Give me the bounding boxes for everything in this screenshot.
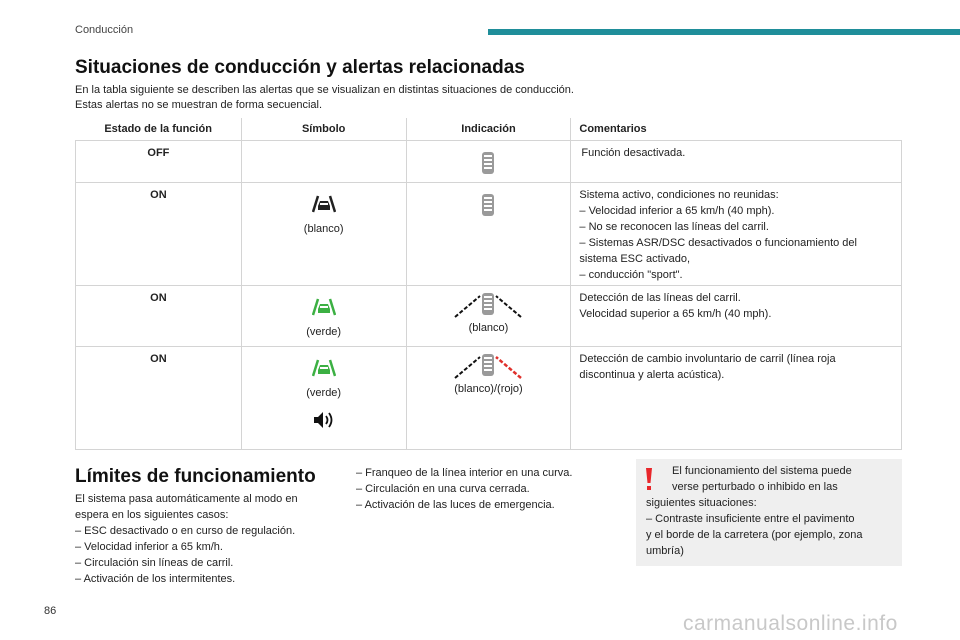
table-header-row [76, 118, 902, 141]
indication-cell [406, 141, 571, 183]
header-comments: Comentarios [571, 118, 902, 141]
state-cell: ON [76, 347, 242, 450]
lane-departure-red-icon [453, 353, 523, 379]
symbol-cell [241, 141, 406, 183]
speaker-sound-icon [313, 411, 335, 429]
limits-line: – Circulación en una curva cerrada. [356, 483, 530, 495]
lane-assist-white-icon [312, 195, 336, 213]
symbol-caption: (blanco) [303, 223, 344, 235]
indication-caption: (blanco) [468, 322, 509, 334]
comment-line: – Velocidad inferior a 65 km/h (40 mph). [579, 205, 775, 217]
state-cell: OFF [76, 141, 242, 183]
comment-line: sistema ESC activado, [579, 253, 691, 265]
table-row [76, 183, 902, 286]
table-row [76, 347, 902, 450]
comment-line: Función desactivada. [581, 147, 686, 159]
intro-line: Estas alertas no se muestran de forma secuencial. [75, 99, 323, 111]
state-cell: ON [76, 183, 242, 286]
page-number: 86 [44, 605, 57, 617]
symbol-cell [241, 183, 406, 286]
state-cell: ON [76, 286, 242, 347]
comments-cell [571, 183, 902, 286]
indication-cell [406, 286, 571, 347]
lane-assist-green-icon [312, 298, 336, 316]
symbol-cell [241, 286, 406, 347]
indication-caption: (blanco)/(rojo) [454, 383, 523, 395]
header-section-title: Conducción [75, 24, 134, 36]
table-row [76, 286, 902, 347]
page-title: Situaciones de conducción y alertas relacionadas [75, 57, 525, 78]
comment-line: – conducción "sport". [579, 269, 683, 281]
indication-cell [406, 183, 571, 286]
note-line: – Contraste insuficiente entre el pavimento [646, 513, 855, 525]
symbol-cell [241, 347, 406, 450]
note-line: El funcionamiento del sistema puede [672, 465, 852, 477]
comment-line: Detección de las líneas del carril. [579, 292, 741, 304]
limits-title: Límites de funcionamiento [75, 466, 316, 487]
watermark: carmanualsonline.info [683, 612, 898, 635]
limits-line: – Activación de las luces de emergencia. [356, 499, 555, 511]
limits-left-column [75, 491, 330, 587]
limits-line: – Circulación sin líneas de carril. [75, 557, 234, 569]
table-row [76, 141, 902, 183]
note-line: verse perturbado o inhibido en las [672, 481, 838, 493]
car-rear-grey-icon [480, 151, 496, 175]
symbol-caption: (verde) [306, 326, 342, 338]
symbol-caption: (verde) [306, 387, 342, 399]
comment-line: discontinua y alerta acústica). [579, 369, 725, 381]
intro-line: En la tabla siguiente se describen las alertas que se visualizan en distintas situaciones de conducción. [75, 84, 574, 96]
warning-exclamation-icon [644, 467, 654, 491]
limits-line: – Velocidad inferior a 65 km/h. [75, 541, 223, 553]
comment-line: – No se reconocen las líneas del carril. [579, 221, 769, 233]
note-line: y el borde de la carretera (por ejemplo, zona [646, 529, 863, 541]
comment-line: Detección de cambio involuntario de carril (línea roja [579, 353, 836, 365]
header-accent-bar [488, 29, 960, 35]
limits-line: espera en los siguientes casos: [75, 509, 229, 521]
note-line: umbría) [646, 545, 684, 557]
limits-mid-column [356, 465, 616, 513]
indication-cell [406, 347, 571, 450]
comments-cell [571, 141, 902, 183]
header-state: Estado de la función [76, 118, 242, 141]
comment-line: – Sistemas ASR/DSC desactivados o funcionamiento del [579, 237, 857, 249]
comments-cell [571, 286, 902, 347]
limits-line: – Activación de los intermitentes. [75, 573, 236, 585]
limits-line: – ESC desactivado o en curso de regulación. [75, 525, 296, 537]
comment-line: Velocidad superior a 65 km/h (40 mph). [579, 308, 772, 320]
car-rear-grey-icon [480, 193, 496, 217]
note-line: siguientes situaciones: [646, 497, 757, 509]
header-symbol: Símbolo [241, 118, 406, 141]
header-indication: Indicación [406, 118, 571, 141]
lane-lines-white-icon [453, 292, 523, 318]
comments-cell [571, 347, 902, 450]
lane-assist-green-icon [312, 359, 336, 377]
limits-line: – Franqueo de la línea interior en una curva. [356, 467, 573, 479]
comment-line: Sistema activo, condiciones no reunidas: [579, 189, 779, 201]
limits-line: El sistema pasa automáticamente al modo en [75, 493, 298, 505]
warning-note [636, 459, 902, 566]
alerts-table [75, 118, 902, 450]
intro-text [75, 83, 574, 113]
